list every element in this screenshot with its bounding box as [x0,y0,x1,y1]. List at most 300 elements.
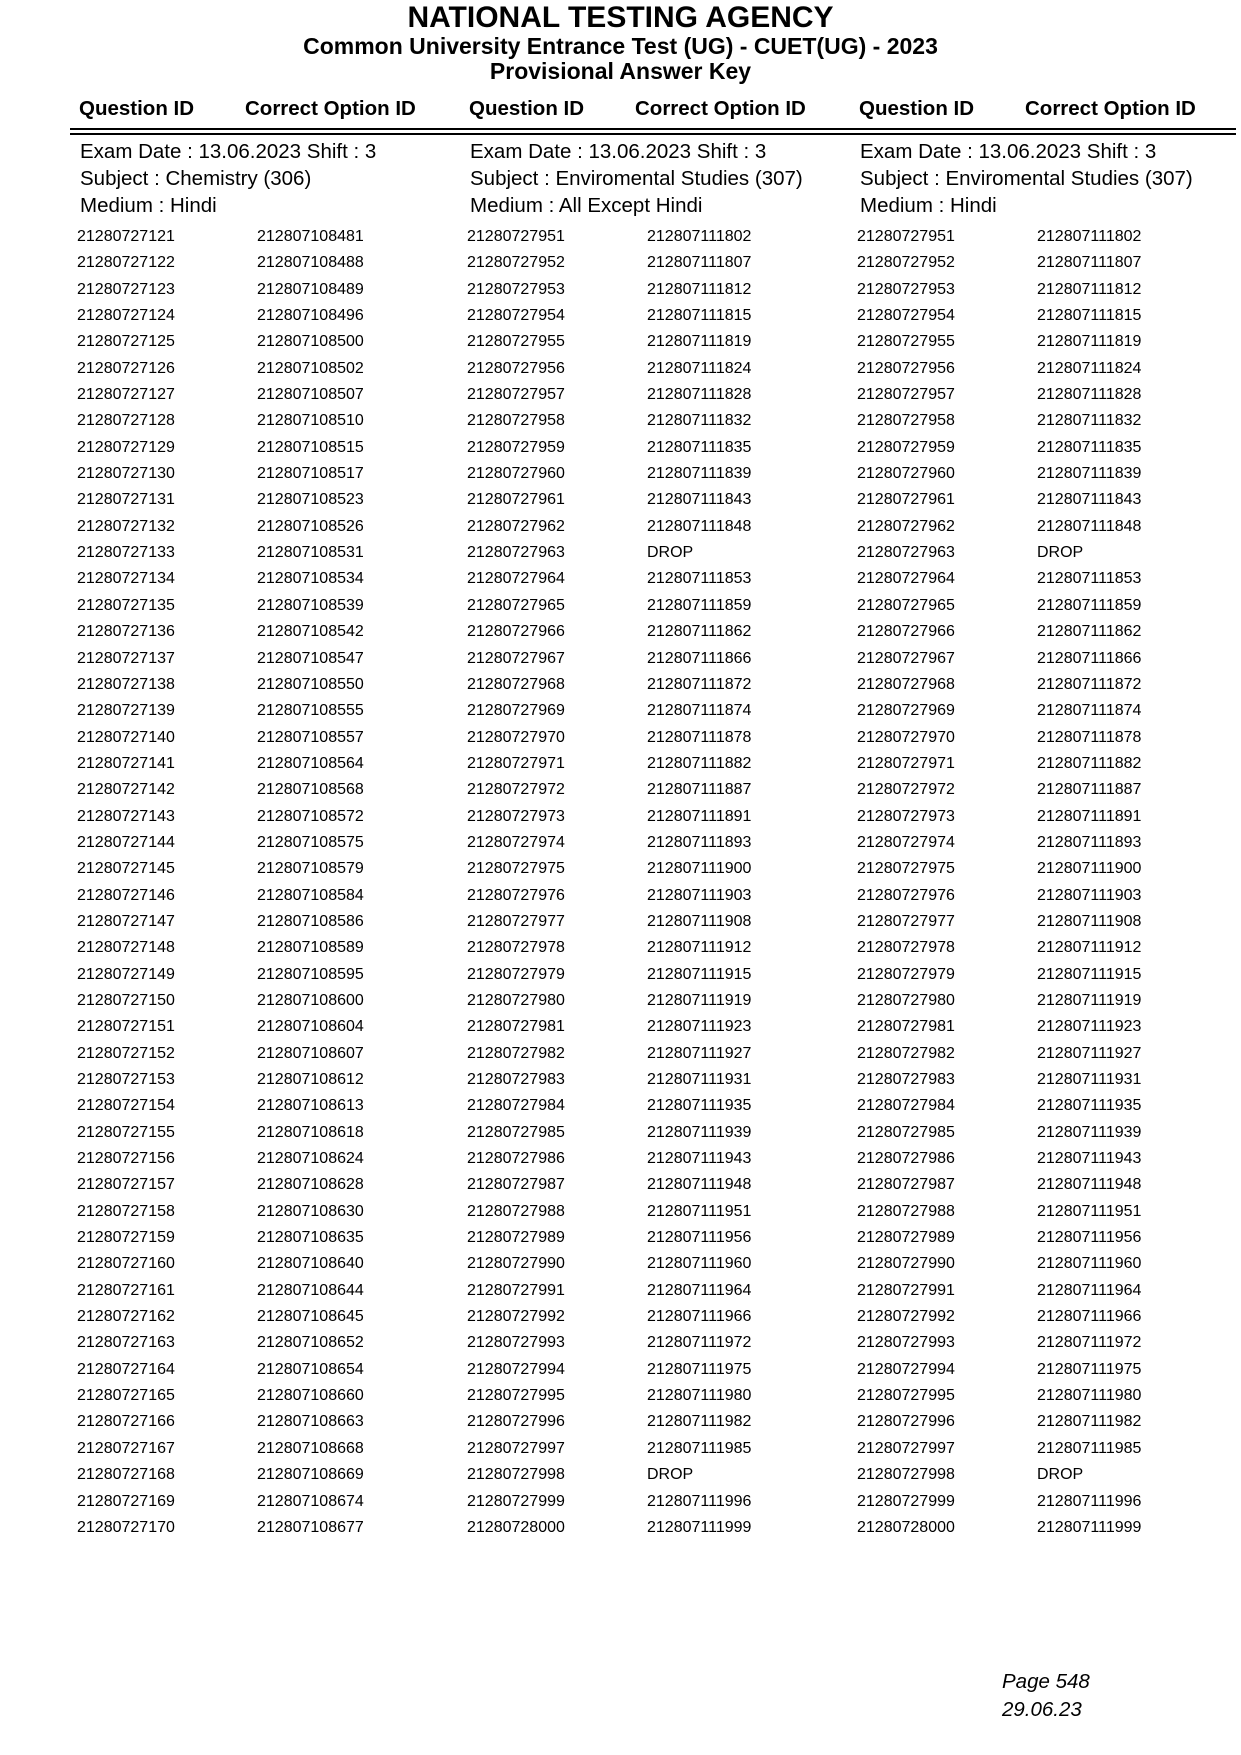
table-row [857,250,1241,276]
table-row [857,1383,1241,1409]
question-id-cell: 21280727984 [857,1097,955,1115]
table-row [467,725,867,751]
correct-option-id-cell: 212807108488 [257,254,364,272]
correct-option-id-cell: 212807108644 [257,1281,364,1299]
question-id-cell: 21280727966 [467,623,565,641]
correct-option-id-cell: 212807108568 [257,781,364,799]
question-id-cell: 21280727972 [467,781,565,799]
table-row [857,935,1241,961]
correct-option-id-cell: 212807111966 [647,1308,752,1326]
table-row [857,356,1241,382]
correct-option-id-cell: 212807111980 [647,1387,752,1405]
question-id-cell: 21280727982 [467,1044,565,1062]
table-row [857,224,1241,250]
table-row [467,382,867,408]
table-row [467,250,867,276]
question-id-cell: 21280727965 [857,596,955,614]
correct-option-id-cell: 212807111960 [647,1255,752,1273]
correct-option-id-cell: 212807111891 [1037,807,1142,825]
question-id-cell: 21280727149 [77,965,175,983]
question-id-cell: 21280727959 [467,438,565,456]
correct-option-id-cell: 212807111874 [647,702,752,720]
question-id-cell: 21280727143 [77,807,175,825]
table-row [467,356,867,382]
correct-option-id-cell: 212807111919 [647,991,752,1009]
question-id-cell: 21280727124 [77,307,175,325]
correct-option-id-cell: 212807108539 [257,596,364,614]
table-row [857,487,1241,513]
correct-option-id-cell: 212807108669 [257,1466,364,1484]
table-row [467,698,867,724]
question-id-cell: 21280727155 [77,1123,175,1141]
correct-option-id-cell: 212807111872 [647,675,752,693]
table-row [467,1093,867,1119]
question-id-cell: 21280727961 [857,491,955,509]
table-row [467,1067,867,1093]
question-id-cell: 21280727993 [467,1334,565,1352]
question-id-cell: 21280727978 [857,939,955,957]
table-row [467,408,867,434]
question-id-cell: 21280727999 [857,1492,955,1510]
exam-block-meta [80,138,480,219]
correct-option-id-cell: 212807111882 [1037,754,1142,772]
correct-option-id-cell: 212807111802 [1037,228,1142,245]
table-row [857,1515,1241,1541]
correct-option-id-cell: 212807108586 [257,912,364,930]
question-id-cell: 21280727968 [857,675,955,693]
exam-date-shift: Exam Date : 13.06.2023 Shift : 3 [80,140,377,163]
question-id-cell: 21280727994 [857,1360,955,1378]
correct-option-id-cell: 212807111912 [1037,939,1142,957]
table-row [857,1225,1241,1251]
correct-option-id-cell: 212807111832 [647,412,752,430]
table-row [467,593,867,619]
column-header-question-id: Question ID [859,97,975,120]
page-title: NATIONAL TESTING AGENCY [407,1,834,34]
question-id-cell: 21280727989 [857,1229,955,1247]
correct-option-id-cell: 212807111919 [1037,991,1142,1009]
correct-option-id-cell: 212807111912 [647,939,752,957]
column-header-question-id: Question ID [79,97,195,120]
table-row [467,461,867,487]
table-row [467,751,867,777]
question-id-cell: 21280727959 [857,438,955,456]
correct-option-id-cell: 212807108557 [257,728,364,746]
correct-option-id-cell: 212807108542 [257,623,364,641]
question-id-cell: 21280727158 [77,1202,175,1220]
correct-option-id-cell: 212807111951 [1037,1202,1142,1220]
question-id-cell: 21280727960 [467,465,565,483]
question-id-cell: 21280727133 [77,544,175,562]
correct-option-id-cell: 212807108613 [257,1097,364,1115]
correct-option-id-cell: 212807108635 [257,1229,364,1247]
table-row [857,1120,1241,1146]
subject-label: Subject : Chemistry (306) [80,167,312,190]
correct-option-id-cell: 212807111972 [647,1334,752,1352]
table-row [467,1489,867,1515]
correct-option-id-cell: 212807108624 [257,1150,364,1168]
table-row [77,408,477,434]
question-id-cell: 21280727157 [77,1176,175,1194]
table-row [467,1146,867,1172]
question-id-cell: 21280727142 [77,781,175,799]
question-id-cell: 21280727969 [857,702,955,720]
correct-option-id-cell: 212807111931 [1037,1071,1142,1088]
correct-option-id-cell: 212807108550 [257,675,364,693]
question-id-cell: 21280727998 [467,1466,565,1484]
table-row [467,435,867,461]
table-row [857,382,1241,408]
table-row [77,593,477,619]
correct-option-id-cell: DROP [1037,1466,1084,1484]
table-row [77,277,477,303]
table-row [857,751,1241,777]
question-id-cell: 21280727131 [77,491,175,509]
correct-option-id-cell: 212807108534 [257,570,364,588]
question-id-cell: 21280727999 [467,1492,565,1510]
question-id-cell: 21280727150 [77,991,175,1009]
correct-option-id-cell: 212807108515 [257,438,364,456]
question-id-cell: 21280727971 [467,754,565,772]
table-row [77,777,477,803]
correct-option-id-cell: DROP [647,544,694,562]
correct-option-id-cell: 212807108555 [257,702,364,720]
correct-option-id-cell: 212807111927 [647,1044,752,1062]
question-id-cell: 21280727953 [857,280,955,298]
table-row [467,777,867,803]
correct-option-id-cell: 212807111812 [1037,280,1142,298]
question-id-cell: 21280727955 [857,333,955,351]
question-id-cell: 21280727994 [467,1360,565,1378]
table-row [857,1304,1241,1330]
question-id-cell: 21280727968 [467,675,565,693]
question-id-cell: 21280727978 [467,939,565,957]
correct-option-id-cell: 212807111878 [647,728,752,746]
question-id-cell: 21280727167 [77,1439,175,1457]
table-row [77,566,477,592]
question-id-cell: 21280727989 [467,1229,565,1247]
correct-option-id-cell: 212807108628 [257,1176,364,1194]
table-row [857,698,1241,724]
question-id-cell: 21280727981 [857,1018,955,1036]
column-header-question-id: Question ID [469,97,585,120]
correct-option-id-cell: 212807111839 [1037,465,1142,483]
correct-option-id-cell: 212807108502 [257,359,364,377]
question-id-cell: 21280727151 [77,1018,175,1036]
correct-option-id-cell: 212807111828 [647,386,752,404]
table-row [77,1067,477,1093]
question-id-cell: 21280727983 [467,1071,565,1088]
table-row [77,725,477,751]
table-row [467,1278,867,1304]
correct-option-id-cell: 212807108547 [257,649,364,667]
correct-option-id-cell: 212807111975 [1037,1360,1142,1378]
table-row [467,1409,867,1435]
question-id-cell: 21280727996 [857,1413,955,1431]
table-row [77,1515,477,1541]
table-row [77,1409,477,1435]
question-id-cell: 21280727976 [467,886,565,904]
correct-option-id-cell: 212807111812 [647,280,752,298]
table-row [857,646,1241,672]
question-id-cell: 21280727148 [77,939,175,957]
table-row [467,909,867,935]
correct-option-id-cell: 212807111828 [1037,386,1142,404]
correct-option-id-cell: 212807111915 [1037,965,1142,983]
correct-option-id-cell: 212807111832 [1037,412,1142,430]
correct-option-id-cell: 212807108645 [257,1308,364,1326]
correct-option-id-cell: 212807108640 [257,1255,364,1273]
table-row [77,1304,477,1330]
correct-option-id-cell: 212807111872 [1037,675,1142,693]
question-id-cell: 21280727953 [467,280,565,298]
question-id-cell: 21280727137 [77,649,175,667]
question-id-cell: 21280727154 [77,1097,175,1115]
question-id-cell: 21280727997 [857,1439,955,1457]
table-row [857,461,1241,487]
question-id-cell: 21280727146 [77,886,175,904]
correct-option-id-cell: 212807111862 [1037,623,1142,641]
table-row [77,1436,477,1462]
exam-date-shift: Exam Date : 13.06.2023 Shift : 3 [860,140,1157,163]
table-row [857,909,1241,935]
question-id-cell: 21280727161 [77,1281,175,1299]
table-row [467,1199,867,1225]
table-row [77,540,477,566]
table-row [77,303,477,329]
question-id-cell: 21280727979 [467,965,565,983]
table-row [467,303,867,329]
answer-table [467,224,867,1541]
correct-option-id-cell: 212807111985 [647,1439,752,1457]
table-row [857,804,1241,830]
table-row [77,962,477,988]
question-id-cell: 21280727160 [77,1255,175,1273]
question-id-cell: 21280727958 [857,412,955,430]
correct-option-id-cell: 212807108481 [257,228,364,245]
table-row [467,935,867,961]
table-row [467,646,867,672]
table-row [857,672,1241,698]
table-row [467,804,867,830]
correct-option-id-cell: 212807111927 [1037,1044,1142,1062]
table-row [857,514,1241,540]
table-row [857,593,1241,619]
question-id-cell: 21280727135 [77,596,175,614]
table-row [857,619,1241,645]
correct-option-id-cell: 212807111874 [1037,702,1142,720]
table-row [77,856,477,882]
question-id-cell: 21280727981 [467,1018,565,1036]
question-id-cell: 21280727170 [77,1518,175,1536]
question-id-cell: 21280727140 [77,728,175,746]
question-id-cell: 21280727987 [857,1176,955,1194]
question-id-cell: 21280727121 [77,228,175,245]
table-row [77,1014,477,1040]
correct-option-id-cell: 212807111807 [1037,254,1142,272]
correct-option-id-cell: 212807111893 [647,833,752,851]
question-id-cell: 21280727992 [467,1308,565,1326]
question-id-cell: 21280727971 [857,754,955,772]
table-row [857,883,1241,909]
question-id-cell: 21280727164 [77,1360,175,1378]
question-id-cell: 21280727165 [77,1387,175,1405]
table-row [857,1357,1241,1383]
question-id-cell: 21280727141 [77,754,175,772]
correct-option-id-cell: 212807111882 [647,754,752,772]
table-row [77,1357,477,1383]
table-row [857,1330,1241,1356]
correct-option-id-cell: 212807111996 [1037,1492,1142,1510]
correct-option-id-cell: 212807111815 [647,307,752,325]
question-id-cell: 21280727974 [857,833,955,851]
question-id-cell: 21280727977 [467,912,565,930]
page-number: Page 548 [1002,1670,1090,1693]
table-row [77,1383,477,1409]
table-row [77,435,477,461]
question-id-cell: 21280727144 [77,833,175,851]
table-row [857,303,1241,329]
table-row [857,1409,1241,1435]
question-id-cell: 21280727954 [857,307,955,325]
table-row [77,935,477,961]
correct-option-id-cell: 212807108668 [257,1439,364,1457]
question-id-cell: 21280727130 [77,465,175,483]
question-id-cell: 21280727952 [467,254,565,272]
question-id-cell: 21280727966 [857,623,955,641]
table-row [467,1462,867,1488]
table-row [77,1093,477,1119]
correct-option-id-cell: 212807111824 [647,359,752,377]
column-header-correct-option-id: Correct Option ID [245,97,416,120]
table-row [857,1436,1241,1462]
table-row [77,1041,477,1067]
correct-option-id-cell: 212807108677 [257,1518,364,1536]
table-row [467,1304,867,1330]
table-row [857,962,1241,988]
correct-option-id-cell: 212807111972 [1037,1334,1142,1352]
correct-option-id-cell: 212807108630 [257,1202,364,1220]
table-row [77,224,477,250]
question-id-cell: 21280727969 [467,702,565,720]
correct-option-id-cell: 212807111908 [647,912,752,930]
correct-option-id-cell: 212807111956 [1037,1229,1142,1247]
question-id-cell: 21280727123 [77,280,175,298]
correct-option-id-cell: 212807111923 [1037,1018,1142,1036]
correct-option-id-cell: 212807111982 [647,1413,752,1431]
correct-option-id-cell: 212807111982 [1037,1413,1142,1431]
question-id-cell: 21280727952 [857,254,955,272]
correct-option-id-cell: 212807108595 [257,965,364,983]
correct-option-id-cell: 212807108575 [257,833,364,851]
table-row [77,1172,477,1198]
table-row [857,566,1241,592]
table-row [77,382,477,408]
question-id-cell: 21280727163 [77,1334,175,1352]
table-row [857,277,1241,303]
table-row [77,883,477,909]
correct-option-id-cell: 212807111848 [647,517,752,535]
correct-option-id-cell: DROP [647,1466,694,1484]
correct-option-id-cell: 212807111903 [1037,886,1142,904]
correct-option-id-cell: 212807111975 [647,1360,752,1378]
question-id-cell: 21280727998 [857,1466,955,1484]
question-id-cell: 21280727962 [857,517,955,535]
table-row [77,514,477,540]
question-id-cell: 21280727956 [467,359,565,377]
correct-option-id-cell: 212807111931 [647,1071,752,1088]
table-row [77,1251,477,1277]
correct-option-id-cell: 212807111956 [647,1229,752,1247]
question-id-cell: 21280727977 [857,912,955,930]
correct-option-id-cell: DROP [1037,544,1084,562]
correct-option-id-cell: 212807111835 [647,438,752,456]
table-row [77,1330,477,1356]
table-row [857,777,1241,803]
table-row [857,435,1241,461]
table-row [857,1067,1241,1093]
correct-option-id-cell: 212807111908 [1037,912,1142,930]
question-id-cell: 21280727991 [467,1281,565,1299]
medium-label: Medium : All Except Hindi [470,194,703,217]
question-id-cell: 21280727132 [77,517,175,535]
header-divider [70,128,1236,130]
correct-option-id-cell: 212807111943 [1037,1150,1142,1168]
table-row [467,1120,867,1146]
question-id-cell: 21280728000 [467,1518,565,1536]
table-row [857,1093,1241,1119]
correct-option-id-cell: 212807108526 [257,517,364,535]
correct-option-id-cell: 212807111966 [1037,1308,1142,1326]
table-row [467,224,867,250]
question-id-cell: 21280727972 [857,781,955,799]
table-row [467,1515,867,1541]
table-row [77,646,477,672]
correct-option-id-cell: 212807108510 [257,412,364,430]
correct-option-id-cell: 212807111996 [647,1492,752,1510]
table-row [467,540,867,566]
subject-label: Subject : Enviromental Studies (307) [470,167,803,190]
correct-option-id-cell: 212807111939 [647,1123,752,1141]
correct-option-id-cell: 212807111843 [1037,491,1142,509]
table-row [77,1146,477,1172]
table-row [857,1146,1241,1172]
question-id-cell: 21280727153 [77,1071,175,1088]
table-row [467,1436,867,1462]
question-id-cell: 21280727954 [467,307,565,325]
question-id-cell: 21280727995 [857,1387,955,1405]
correct-option-id-cell: 212807111951 [647,1202,752,1220]
question-id-cell: 21280727976 [857,886,955,904]
correct-option-id-cell: 212807108496 [257,307,364,325]
table-row [467,883,867,909]
table-row [77,1462,477,1488]
table-row [857,1041,1241,1067]
question-id-cell: 21280727145 [77,860,175,878]
question-id-cell: 21280727967 [857,649,955,667]
question-id-cell: 21280727962 [467,517,565,535]
table-row [467,1330,867,1356]
question-id-cell: 21280727147 [77,912,175,930]
table-row [857,1462,1241,1488]
correct-option-id-cell: 212807108531 [257,544,364,562]
correct-option-id-cell: 212807111824 [1037,359,1142,377]
question-id-cell: 21280727166 [77,1413,175,1431]
correct-option-id-cell: 212807111859 [647,596,752,614]
correct-option-id-cell: 212807108523 [257,491,364,509]
question-id-cell: 21280727986 [467,1150,565,1168]
correct-option-id-cell: 212807111807 [647,254,752,272]
